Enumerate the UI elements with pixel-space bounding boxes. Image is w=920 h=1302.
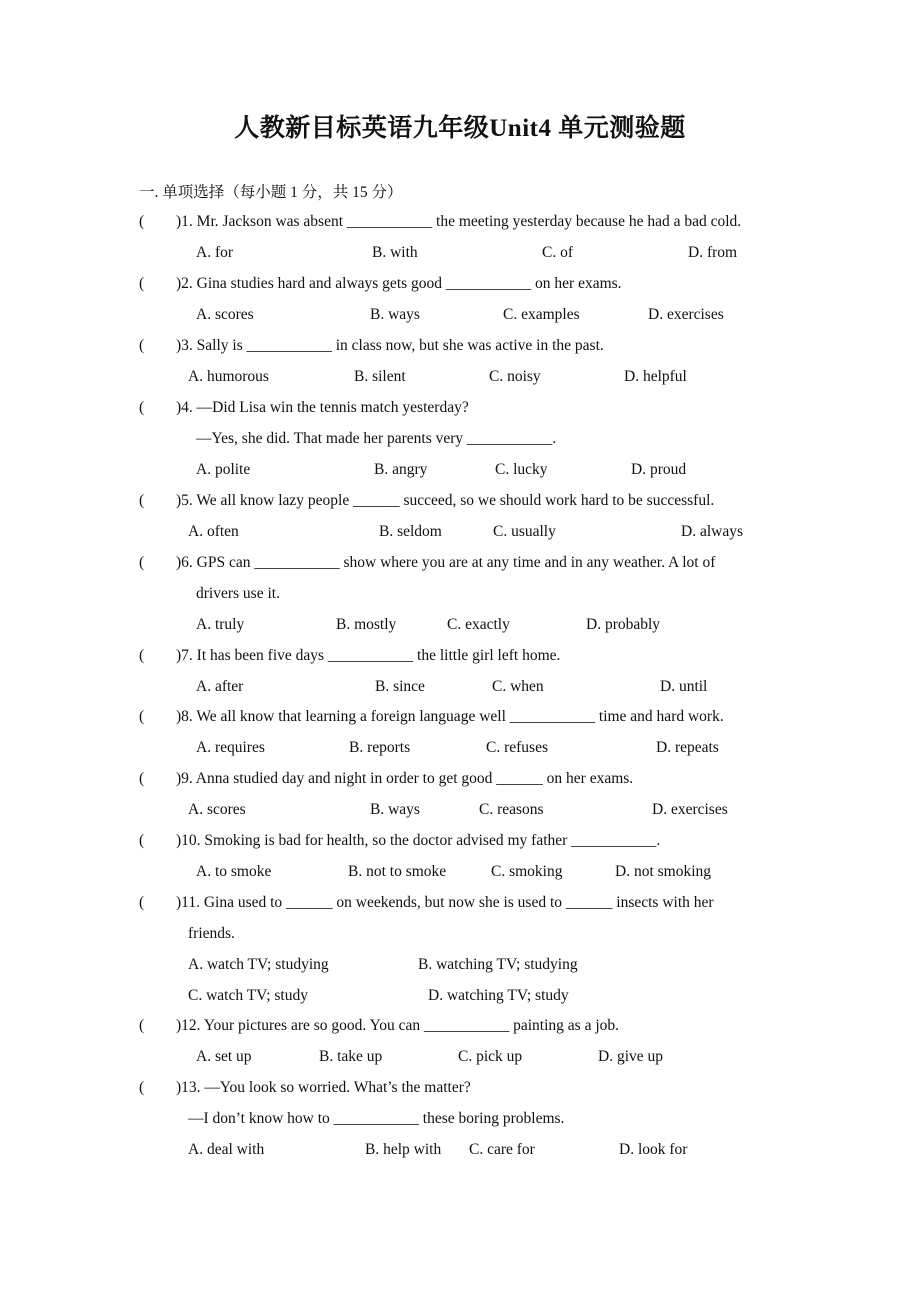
- option-a: A. polite: [196, 461, 251, 478]
- question-stem: )5. We all know lazy people ______ succeed, so we should work hard to be successful.: [176, 492, 715, 509]
- question-stem-continued: —I don’t know how to ___________ these boring problems.: [188, 1110, 565, 1127]
- option-b: B. silent: [354, 368, 406, 385]
- option-d: D. proud: [631, 461, 687, 478]
- question-stem: )4. —Did Lisa win the tennis match yesterday?: [176, 399, 469, 416]
- option-d: D. exercises: [648, 306, 724, 323]
- option-c: C. lucky: [495, 461, 548, 478]
- option-d: D. give up: [598, 1048, 664, 1065]
- option-c: C. exactly: [447, 616, 510, 633]
- option-a: A. truly: [196, 616, 245, 633]
- option-b: B. reports: [349, 739, 411, 756]
- answer-paren: (: [139, 832, 145, 849]
- question-stem: )1. Mr. Jackson was absent ___________ the meeting yesterday because he had a bad cold.: [176, 213, 742, 230]
- option-c: C. watch TV; study: [188, 987, 308, 1004]
- option-c: C. of: [542, 244, 573, 261]
- option-b: B. not to smoke: [348, 863, 447, 880]
- option-a: A. scores: [196, 306, 254, 323]
- question-stem: )7. It has been five days ___________ the little girl left home.: [176, 647, 561, 664]
- option-d: D. from: [688, 244, 738, 261]
- option-d: D. look for: [619, 1141, 688, 1158]
- question-stem: )3. Sally is ___________ in class now, but she was active in the past.: [176, 337, 604, 354]
- option-c: C. reasons: [479, 801, 544, 818]
- answer-paren: (: [139, 337, 145, 354]
- question-stem-continued: drivers use it.: [196, 585, 280, 602]
- option-c: C. examples: [503, 306, 580, 323]
- option-b: B. with: [372, 244, 418, 261]
- option-b: B. help with: [365, 1141, 442, 1158]
- option-b: B. since: [375, 678, 425, 695]
- question-stem: )12. Your pictures are so good. You can ___________ painting as a job.: [176, 1017, 620, 1034]
- page-title: 人教新目标英语九年级Unit4 单元测验题: [234, 115, 686, 142]
- option-b: B. watching TV; studying: [418, 956, 578, 973]
- option-a: A. scores: [188, 801, 246, 818]
- option-c: C. smoking: [491, 863, 563, 880]
- answer-paren: (: [139, 554, 145, 571]
- option-d: D. probably: [586, 616, 661, 633]
- question-stem: )11. Gina used to ______ on weekends, but now she is used to ______ insects with her: [176, 894, 714, 911]
- answer-paren: (: [139, 399, 145, 416]
- option-b: B. take up: [319, 1048, 383, 1065]
- answer-paren: (: [139, 213, 145, 230]
- question-stem: )10. Smoking is bad for health, so the doctor advised my father ___________.: [176, 832, 661, 849]
- answer-paren: (: [139, 1079, 145, 1096]
- option-c: C. pick up: [458, 1048, 523, 1065]
- section-heading: 一. 单项选择（每小题 1 分，共 15 分）: [139, 184, 403, 201]
- option-a: A. humorous: [188, 368, 269, 385]
- option-a: A. set up: [196, 1048, 252, 1065]
- question-stem: )8. We all know that learning a foreign language well ___________ time and hard work.: [176, 708, 724, 725]
- option-a: A. watch TV; studying: [188, 956, 329, 973]
- option-a: A. for: [196, 244, 234, 261]
- question-stem-continued: —Yes, she did. That made her parents very ___________.: [196, 430, 557, 447]
- option-b: B. ways: [370, 801, 420, 818]
- answer-paren: (: [139, 770, 145, 787]
- answer-paren: (: [139, 647, 145, 664]
- option-c: C. refuses: [486, 739, 548, 756]
- option-b: B. seldom: [379, 523, 442, 540]
- answer-paren: (: [139, 1017, 145, 1034]
- option-d: D. repeats: [656, 739, 719, 756]
- option-d: D. until: [660, 678, 708, 695]
- option-c: C. when: [492, 678, 544, 695]
- option-a: A. to smoke: [196, 863, 272, 880]
- option-c: C. noisy: [489, 368, 541, 385]
- answer-paren: (: [139, 708, 145, 725]
- option-a: A. deal with: [188, 1141, 265, 1158]
- option-b: B. ways: [370, 306, 420, 323]
- option-a: A. requires: [196, 739, 265, 756]
- option-d: D. exercises: [652, 801, 728, 818]
- option-a: A. often: [188, 523, 239, 540]
- answer-paren: (: [139, 275, 145, 292]
- option-a: A. after: [196, 678, 244, 695]
- question-stem: )13. —You look so worried. What’s the matter?: [176, 1079, 471, 1096]
- option-d: D. watching TV; study: [428, 987, 569, 1004]
- option-c: C. care for: [469, 1141, 535, 1158]
- answer-paren: (: [139, 492, 145, 509]
- question-stem-continued: friends.: [188, 925, 235, 942]
- option-b: B. mostly: [336, 616, 397, 633]
- question-stem: )6. GPS can ___________ show where you are at any time and in any weather. A lot of: [176, 554, 716, 571]
- answer-paren: (: [139, 894, 145, 911]
- option-d: D. always: [681, 523, 743, 540]
- question-stem: )9. Anna studied day and night in order to get good ______ on her exams.: [176, 770, 634, 787]
- option-d: D. not smoking: [615, 863, 712, 880]
- question-stem: )2. Gina studies hard and always gets good ___________ on her exams.: [176, 275, 622, 292]
- option-d: D. helpful: [624, 368, 687, 385]
- option-b: B. angry: [374, 461, 428, 478]
- option-c: C. usually: [493, 523, 556, 540]
